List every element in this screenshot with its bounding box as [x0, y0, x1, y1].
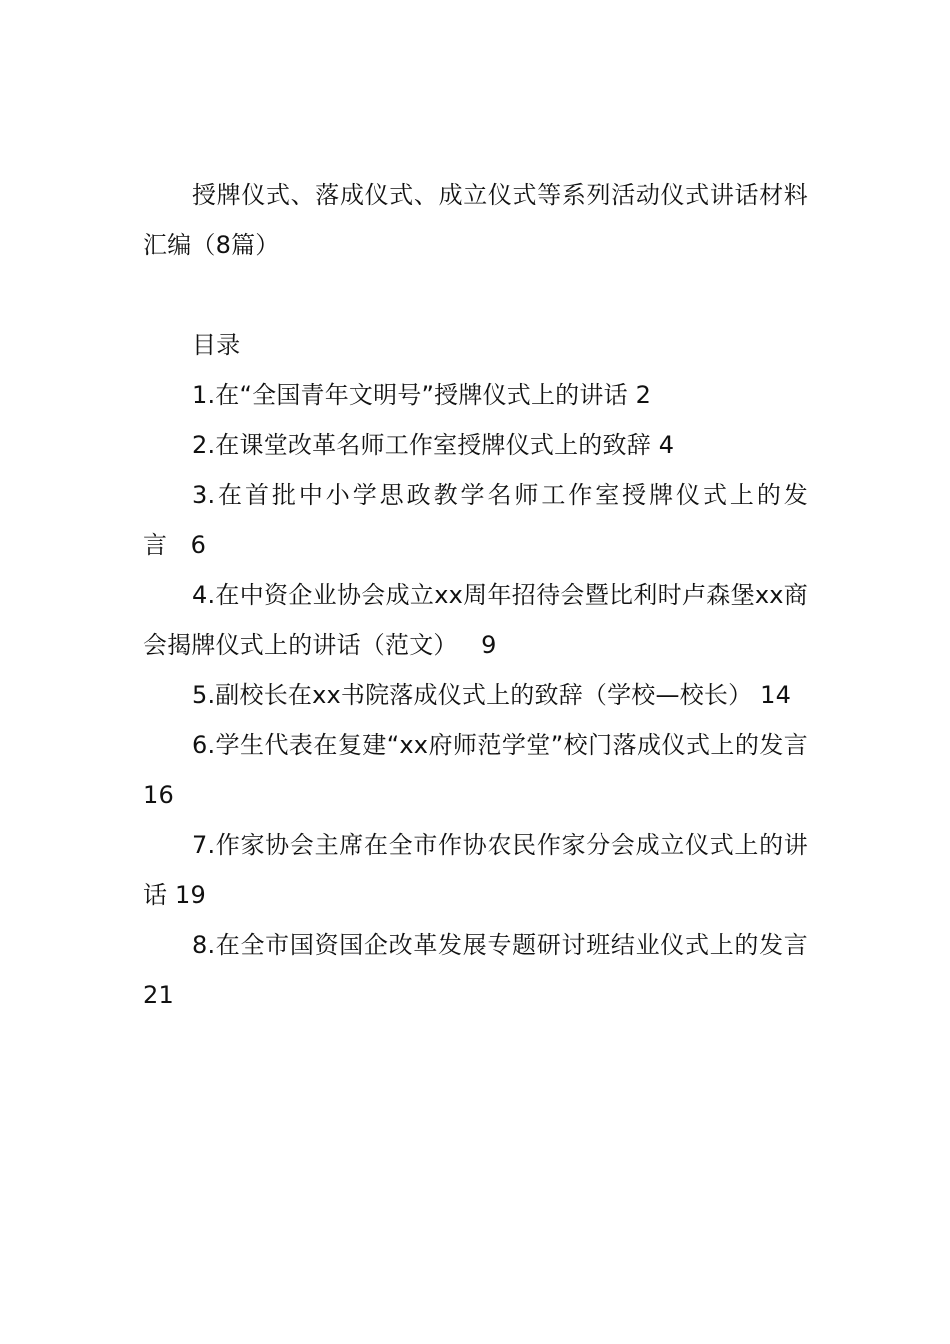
toc-item-3: 3.在首批中小学思政教学名师工作室授牌仪式上的发言 6 [143, 481, 808, 559]
document-body [143, 170, 808, 1020]
toc-item-1: 1.在“全国青年文明号”授牌仪式上的讲话 2 [192, 381, 652, 409]
toc-item-2: 2.在课堂改革名师工作室授牌仪式上的致辞 4 [192, 431, 675, 459]
toc-item-6: 6.学生代表在复建“xx府师范学堂”校门落成仪式上的发言 16 [143, 731, 808, 809]
toc-item-7: 7.作家协会主席在全市作协农民作家分会成立仪式上的讲话 19 [143, 831, 808, 909]
toc-item-5: 5.副校长在xx书院落成仪式上的致辞（学校—校长） 14 [192, 681, 792, 709]
document-title: 授牌仪式、落成仪式、成立仪式等系列活动仪式讲话材料汇编（8篇） [143, 181, 808, 259]
toc-heading: 目录 [192, 331, 241, 359]
toc-item-8: 8.在全市国资国企改革发展专题研讨班结业仪式上的发言 21 [143, 931, 808, 1009]
toc-item-4: 4.在中资企业协会成立xx周年招待会暨比利时卢森堡xx商会揭牌仪式上的讲话（范文） 9 [143, 581, 808, 659]
